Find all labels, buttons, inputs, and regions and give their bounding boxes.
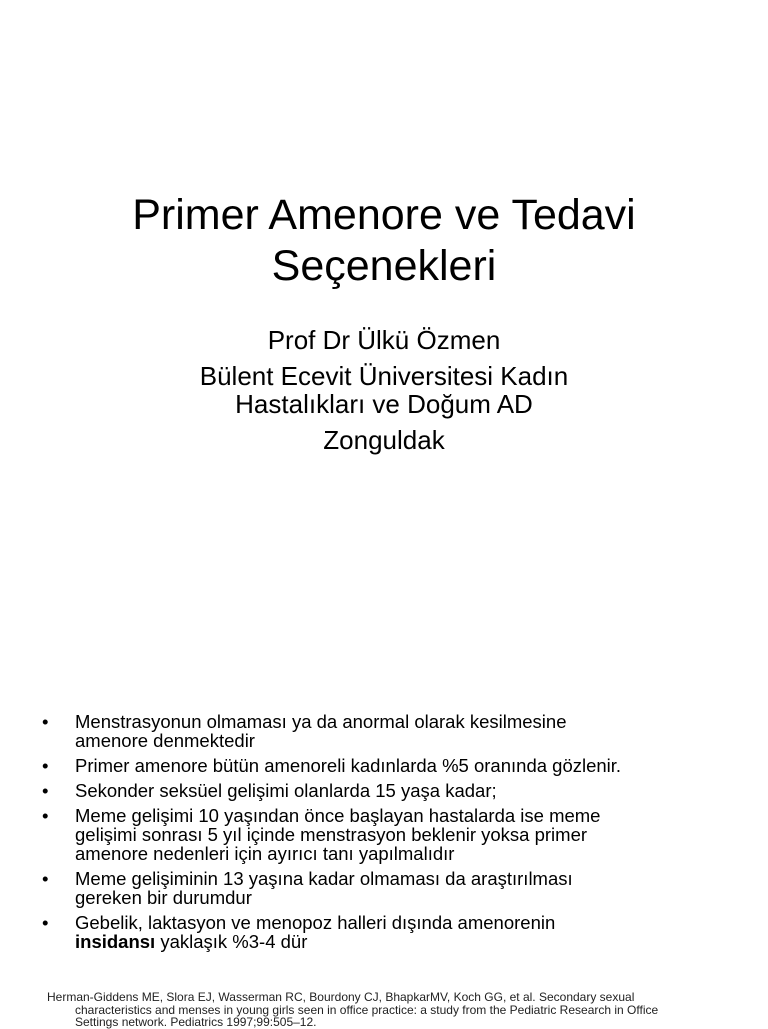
bullet-item <box>42 806 742 863</box>
bullet-item <box>42 869 742 907</box>
reference-line-3: Settings network. Pediatrics 1997;99:505–12. <box>75 1015 317 1029</box>
bullet-icon: • <box>42 912 49 933</box>
bullet-text: gereken bir durumdur <box>75 887 252 908</box>
bullet-item <box>42 781 742 800</box>
bullet-icon: • <box>42 711 49 732</box>
title-line-2: Seçenekleri <box>271 242 497 290</box>
affiliation-line-2: Hastalıkları ve Doğum AD <box>235 389 533 419</box>
bullet-item <box>42 712 742 750</box>
bullet-text: amenore denmektedir <box>75 730 255 751</box>
bullet-icon: • <box>42 805 49 826</box>
content-slide <box>0 512 768 1029</box>
bullet-icon: • <box>42 868 49 889</box>
author-block <box>0 326 768 454</box>
reference-line-2: characteristics and menses in young girls seen in office practice: a study from the Pediatric Research in Office <box>75 1002 659 1017</box>
title-line-1: Primer Amenore ve Tedavi <box>132 191 636 239</box>
bullet-bold-term: insidansı <box>75 931 156 952</box>
bullet-text: yaklaşık %3-4 dür <box>155 931 308 952</box>
bullet-item <box>42 913 742 951</box>
bullet-list <box>42 712 742 957</box>
bullet-text: Meme gelişimi 10 yaşından önce başlayan hastalarda ise meme <box>75 805 601 826</box>
bullet-item <box>42 756 742 775</box>
author-name: Prof Dr Ülkü Özmen <box>267 325 501 355</box>
bullet-text: Gebelik, laktasyon ve menopoz halleri dışında amenorenin <box>75 912 556 933</box>
reference-line-1: Herman-Giddens ME, Slora EJ, Wasserman RC, Bourdony CJ, BhapkarMV, Koch GG, et al. Secondary sexual <box>47 990 635 1004</box>
city: Zonguldak <box>323 425 445 455</box>
bullet-icon: • <box>42 755 49 776</box>
affiliation-line-1: Bülent Ecevit Üniversitesi Kadın <box>199 361 569 391</box>
bullet-icon: • <box>42 780 49 801</box>
bullet-text: gelişimi sonrası 5 yıl içinde menstrasyon beklenir yoksa primer <box>75 824 588 845</box>
bullet-text: Menstrasyonun olmaması ya da anormal olarak kesilmesine <box>75 711 567 732</box>
slide-title <box>0 190 768 292</box>
reference-citation <box>47 991 747 1029</box>
bullet-text: Meme gelişiminin 13 yaşına kadar olmaması da araştırılması <box>75 868 573 889</box>
bullet-text: Sekonder seksüel gelişimi olanlarda 15 yaşa kadar; <box>75 780 497 801</box>
bullet-text: Primer amenore bütün amenoreli kadınlarda %5 oranında gözlenir. <box>75 755 622 776</box>
bullet-text: amenore nedenleri için ayırıcı tanı yapılmalıdır <box>75 843 455 864</box>
title-slide <box>0 0 768 512</box>
